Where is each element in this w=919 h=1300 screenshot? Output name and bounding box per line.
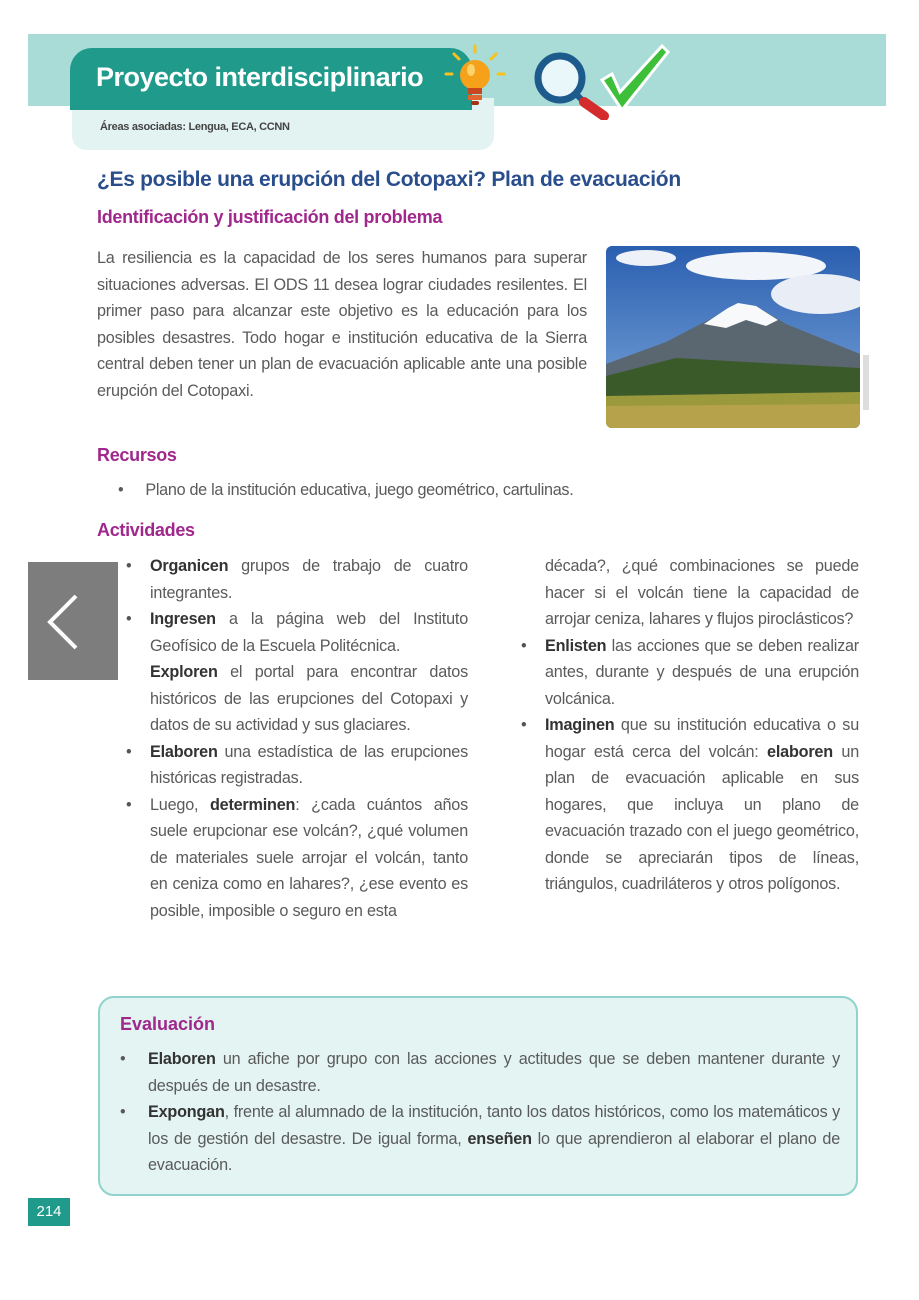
page-number: 214 [28, 1198, 70, 1226]
list-item: • Organicen grupos de trabajo de cuatro integrantes. [120, 553, 468, 606]
list-item: • Enlisten las acciones que se deben realizar antes, durante y después de una erupción volcánica. [515, 633, 859, 713]
photo-credit [863, 355, 869, 410]
activities-left-column [120, 553, 468, 924]
activities-heading: Actividades [97, 520, 195, 540]
cotopaxi-volcano-photo [606, 246, 860, 428]
activities-right-column [515, 553, 859, 898]
evaluation-heading: Evaluación [120, 1014, 216, 1034]
header-title: Proyecto interdisciplinario [96, 62, 424, 92]
list-item: • Elaboren un afiche por grupo con las acciones y actitudes que se deben mantener durante y después de un desastre. [118, 1046, 840, 1099]
header-title-tab [70, 48, 472, 110]
project-title: ¿Es posible una erupción del Cotopaxi? Plan de evacuación [97, 168, 681, 191]
list-item: • Luego, determinen: ¿cada cuántos años suele erupcionar ese volcán?, ¿qué volumen de materiales suele arrojar el volcán, tanto en ceniza como en lahares?, ¿ese evento es posible, imposible o seguro en esta [120, 792, 468, 925]
list-item: década?, ¿qué combinaciones se puede hacer si el volcán tiene la capacidad de arrojar ceniza, lahares y flujos piroclásticos? [545, 557, 859, 628]
lightbulb-icon [440, 42, 510, 112]
checkmark-icon [596, 40, 676, 114]
previous-page-button[interactable] [28, 562, 118, 680]
problem-paragraph: La resiliencia es la capacidad de los seres humanos para superar situaciones adversas. El ODS 11 desea lograr ciudades resilentes. El primer paso para alcanzar este objetivo es la educación para los posibles desastres. Todo hogar e institución educativa de la Sierra central deben tener un plan de evacuación aplicable ante una posible erupción del Cotopaxi. [97, 249, 587, 400]
list-item: • Expongan, frente al alumnado de la institución, tanto los datos históricos, como los matemáticos y los de gestión del desastre. De igual forma, enseñen lo que aprendieron al elaborar el plano de evacuación. [118, 1099, 840, 1179]
resources-item: • Plano de la institución educativa, juego geométrico, cartulinas. [118, 481, 574, 499]
problem-heading: Identificación y justificación del problema [97, 207, 443, 227]
list-item: • Imaginen que su institución educativa o su hogar está cerca del volcán: elaboren un plan de evacuación aplicable en sus hogares, que incluya un plano de evacuación trazado con el juego geométrico, donde se apreciarán tipos de líneas, triángulos, cuadriláteros y otros polígonos. [515, 712, 859, 898]
associated-areas: Áreas asociadas: Lengua, ECA, CCNN [100, 121, 290, 133]
resources-heading: Recursos [97, 445, 177, 465]
list-item: • Elaboren una estadística de las erupciones históricas registradas. [120, 739, 468, 792]
evaluation-list [118, 1046, 840, 1179]
list-item: • Ingresen a la página web del Instituto Geofísico de la Escuela Politécnica. [120, 606, 468, 659]
chevron-left-icon [28, 562, 118, 680]
list-item: Exploren el portal para encontrar datos históricos de las erupciones del Cotopaxi y datos de su actividad y sus glaciares. [150, 663, 468, 734]
resources-item-text: Plano de la institución educativa, juego geométrico, cartulinas. [145, 481, 574, 499]
